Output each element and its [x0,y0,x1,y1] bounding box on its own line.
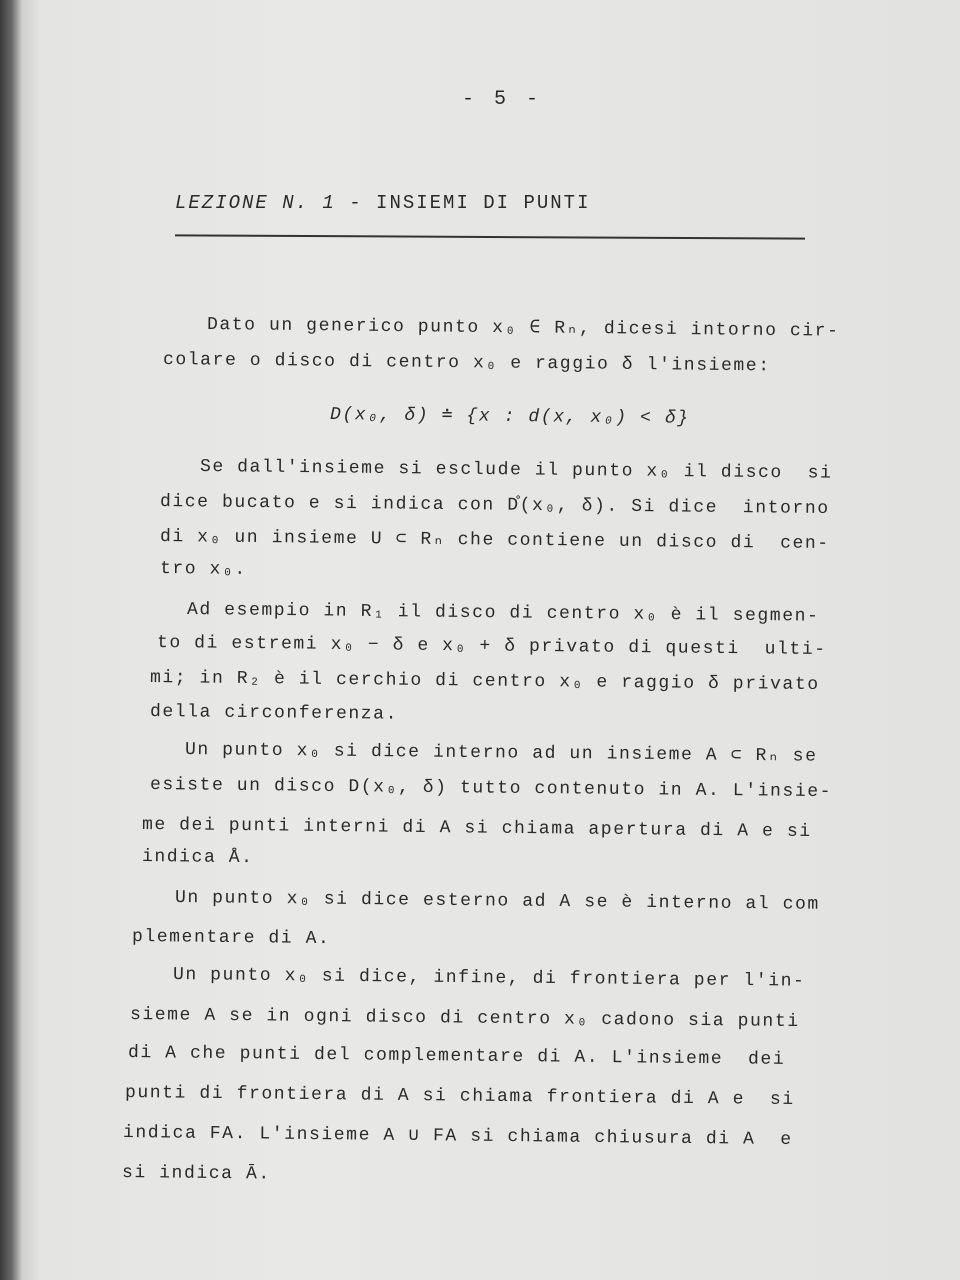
text-line: sieme A se in ogni disco di centro x₀ cadono sia punti [129,1005,800,1033]
text-line: colare o disco di centro x₀ e raggio δ l'insieme: [162,350,771,377]
text-line: Ad esempio in R₁ il disco di centro x₀ è il segmen- [186,600,820,627]
text-line: Dato un generico punto x₀ ∈ Rₙ, dicesi intorno cir- [206,315,840,342]
text-line: Un punto x₀ si dice, infine, di frontiera per l'in- [172,965,806,992]
text-line: indica Å. [141,847,254,869]
heading-rule [175,234,805,239]
text-line: Un punto x₀ si dice interno ad un insieme A ⊂ Rₙ se [184,740,818,767]
text-line: me dei punti interni di A si chiama apertura di A e si [141,815,812,843]
text-line: si indica Ā. [121,1163,271,1185]
formula-disc-definition: D(x₀, δ) ≐ {x : d(x, x₀) < δ} [329,405,690,429]
text-line: di x₀ un insieme U ⊂ Rₙ che contiene un disco di cen- [159,527,830,555]
text-line: Un punto x₀ si dice esterno ad A se è interno al com [174,888,820,915]
text-line: esiste un disco D(x₀, δ) tutto contenuto in A. L'insie- [149,775,833,803]
text-line: mi; in R₂ è il cerchio di centro x₀ e raggio δ privato [149,668,820,696]
heading-separator: - [335,192,377,214]
text-line: dice bucato e si indica con D̊(x₀, δ). Si dice intorno [159,492,830,520]
text-line: punti di frontiera di A si chiama frontiera di A e si [124,1083,795,1111]
text-line: di A che punti del complementare di A. L'insieme dei [127,1043,786,1070]
text-line: plementare di A. [131,927,331,950]
text-line: indica FA. L'insieme A ∪ FA si chiama chiusura di A e [122,1123,793,1151]
lesson-title: INSIEMI DI PUNTI [376,192,591,214]
text-line: to di estremi x₀ − δ e x₀ + δ privato di questi ulti- [156,633,827,661]
text-line: tro x₀. [159,559,247,580]
text-line: della circonferenza. [149,702,399,725]
page-number: - 5 - [462,88,543,111]
lesson-label: LEZIONE N. 1 [175,192,336,214]
lesson-heading [175,192,590,214]
text-line: Se dall'insieme si esclude il punto x₀ il disco si [199,457,833,484]
